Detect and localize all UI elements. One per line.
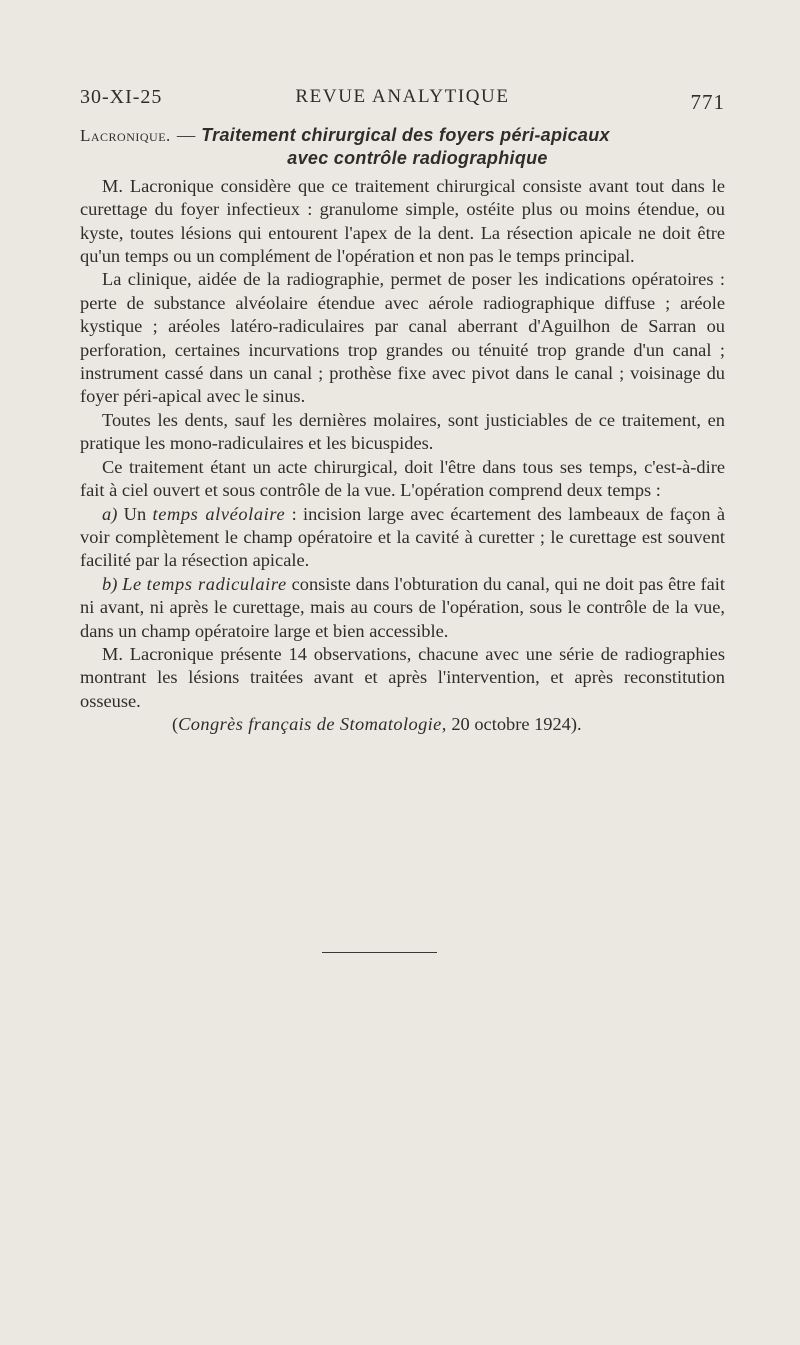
article-author: Lacronique.: [80, 126, 171, 145]
journal-section-title: REVUE ANALYTIQUE: [295, 86, 510, 107]
list-marker-a: a): [102, 503, 118, 524]
citation-date: 20 octobre 1924: [451, 714, 571, 735]
list-marker-b: b): [102, 573, 118, 594]
article-heading: [80, 124, 725, 147]
closing-paragraph: M. Lacronique présente 14 observations, chacune avec une série de radiographies montrant les lésions traitées avant et après l'intervention, et après reconstitution osseuse.: [80, 643, 725, 711]
list-text-b: consiste dans l'obturation du canal, qui ne doit pas être fait ni avant, ni après le curettage, mais au cours de l'opération, sous le contrôle de la vue, dans un champ opératoire large et bien accessible.: [80, 573, 726, 641]
running-head: [80, 86, 725, 116]
citation-open: (: [172, 714, 179, 735]
source-citation: [80, 713, 725, 736]
page-number: 771: [690, 90, 725, 114]
list-item-a: [80, 503, 725, 573]
citation-close: ).: [570, 714, 582, 735]
section-divider: [322, 952, 437, 953]
article-title-line2: avec contrôle radiographique: [287, 148, 548, 169]
paragraph: M. Lacronique considère que ce traitement chirurgical consiste avant tout dans le curettage du foyer infectieux : granulome simple, ostéite plus ou moins étendue, ou kyste, toutes lésions qui entourent l'apex de la dent. La résection apicale ne doit être qu'un temps ou un complément de l'opération et non pas le temps principal.: [80, 175, 725, 267]
article: [80, 124, 725, 737]
article-heading-continued: [80, 147, 725, 170]
list-term-a: temps alvéolaire: [152, 503, 286, 524]
issue-date: 30-XI-25: [80, 86, 163, 108]
article-title-line1: Traitement chirurgical des foyers péri-apicaux: [201, 125, 610, 145]
list-prefix-b: Le: [122, 573, 142, 594]
list-prefix-a: Un: [123, 503, 147, 524]
list-term-b: temps radiculaire: [146, 573, 287, 594]
list-item-b: [80, 573, 725, 643]
paragraph: Ce traitement étant un acte chirurgical, doit l'être dans tous ses temps, c'est-à-dire fait à ciel ouvert et sous contrôle de la vue. L'opération comprend deux temps :: [80, 456, 725, 501]
heading-dash: —: [176, 125, 196, 145]
citation-title: Congrès français de Stomatologie,: [178, 714, 447, 735]
paragraph: La clinique, aidée de la radiographie, permet de poser les indications opératoires : perte de substance alvéolaire étendue avec aérole radiographique diffuse ; aréole kystique ; aréoles latéro-radiculaires par canal aberrant d'Aguilhon de Sarran ou perforation, certaines incurvations trop grandes ou ténuité trop grande d'un canal ; instrument cassé dans un canal ; prothèse fixe avec pivot dans le canal ; voisinage du foyer péri-apical avec le sinus.: [80, 269, 725, 407]
list-text-a: : incision large avec écartement des lambeaux de façon à voir complètement le champ opératoire et la cavité à curetter ; le curettage est souvent facilité par la résection apicale.: [80, 503, 725, 571]
paragraph: Toutes les dents, sauf les dernières molaires, sont justiciables de ce traitement, en pratique les mono-radiculaires et les bicuspides.: [80, 409, 725, 454]
